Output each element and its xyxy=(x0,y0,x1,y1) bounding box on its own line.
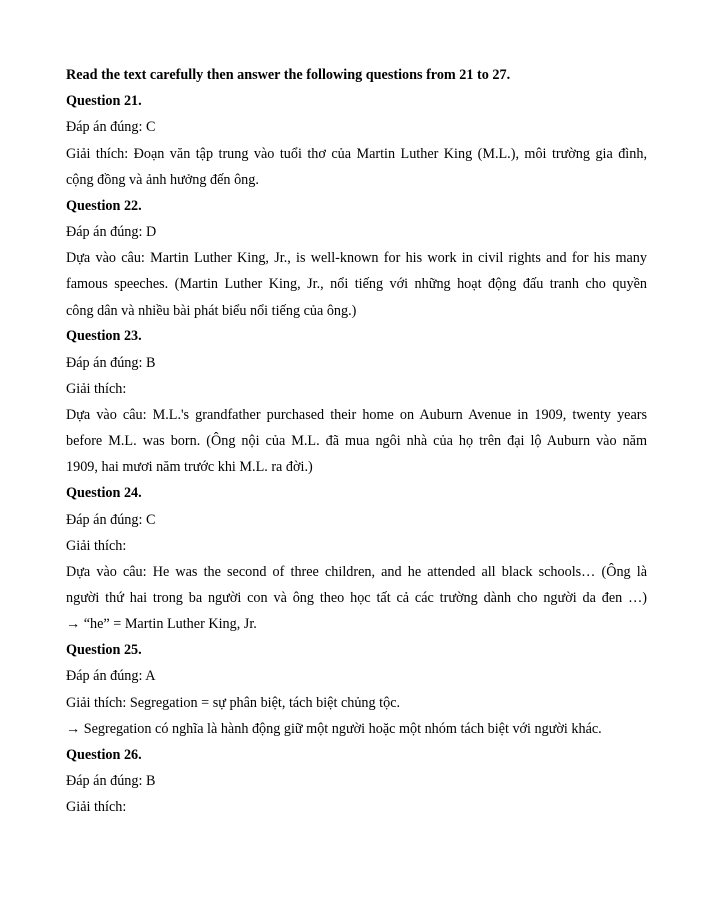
question-23-explanation-line: before M.L. was born. (Ông nội của M.L. đã mua ngôi nhà của họ trên đại lộ Auburn vào năm xyxy=(66,433,647,449)
instruction-heading: Read the text carefully then answer the following questions from 21 to 27. xyxy=(66,67,511,83)
question-26-answer: Đáp án đúng: B xyxy=(66,773,156,789)
question-22-answer: Đáp án đúng: D xyxy=(66,224,157,240)
question-21-answer: Đáp án đúng: C xyxy=(66,119,156,135)
question-26-explanation-label: Giải thích: xyxy=(66,799,127,815)
question-22-title: Question 22. xyxy=(66,198,142,214)
question-24-explanation-label: Giải thích: xyxy=(66,538,127,554)
question-24-explanation-line: Dựa vào câu: He was the second of three children, and he attended all black schools… (Ông là xyxy=(66,564,647,580)
question-24-explanation-line: người thứ hai trong ba người con và ông theo học tất cả các trường dành cho người da đen …) xyxy=(66,590,647,606)
question-21-title: Question 21. xyxy=(66,93,142,109)
question-23-title: Question 23. xyxy=(66,328,142,344)
question-25-answer: Đáp án đúng: A xyxy=(66,668,156,684)
question-25-title: Question 25. xyxy=(66,642,142,658)
question-25-explanation-line: → Segregation có nghĩa là hành động giữ một người hoặc một nhóm tách biệt với người khác. xyxy=(66,721,602,737)
question-26-title: Question 26. xyxy=(66,747,142,763)
question-25-explanation-line: Giải thích: Segregation = sự phân biệt, tách biệt chủng tộc. xyxy=(66,695,401,711)
question-23-explanation-label: Giải thích: xyxy=(66,381,127,397)
question-22-explanation-line: famous speeches. (Martin Luther King, Jr., nổi tiếng với những hoạt động đấu tranh cho quyền xyxy=(66,276,647,292)
question-23-answer: Đáp án đúng: B xyxy=(66,355,156,371)
question-24-answer: Đáp án đúng: C xyxy=(66,512,156,528)
question-22-explanation-line: công dân và nhiều bài phát biểu nổi tiếng của ông.) xyxy=(66,303,357,319)
question-23-explanation-line: 1909, hai mươi năm trước khi M.L. ra đời.) xyxy=(66,459,313,475)
question-22-explanation-line: Dựa vào câu: Martin Luther King, Jr., is well-known for his work in civil rights and for his many xyxy=(66,250,647,266)
question-23-explanation-line: Dựa vào câu: M.L.'s grandfather purchased their home on Auburn Avenue in 1909, twenty years xyxy=(66,407,647,423)
question-21-explanation-line: cộng đồng và ảnh hưởng đến ông. xyxy=(66,172,259,188)
question-24-title: Question 24. xyxy=(66,485,142,501)
question-21-explanation-line: Giải thích: Đoạn văn tập trung vào tuổi thơ của Martin Luther King (M.L.), môi trường gia đình, xyxy=(66,146,647,162)
question-24-explanation-line: → “he” = Martin Luther King, Jr. xyxy=(66,616,257,632)
